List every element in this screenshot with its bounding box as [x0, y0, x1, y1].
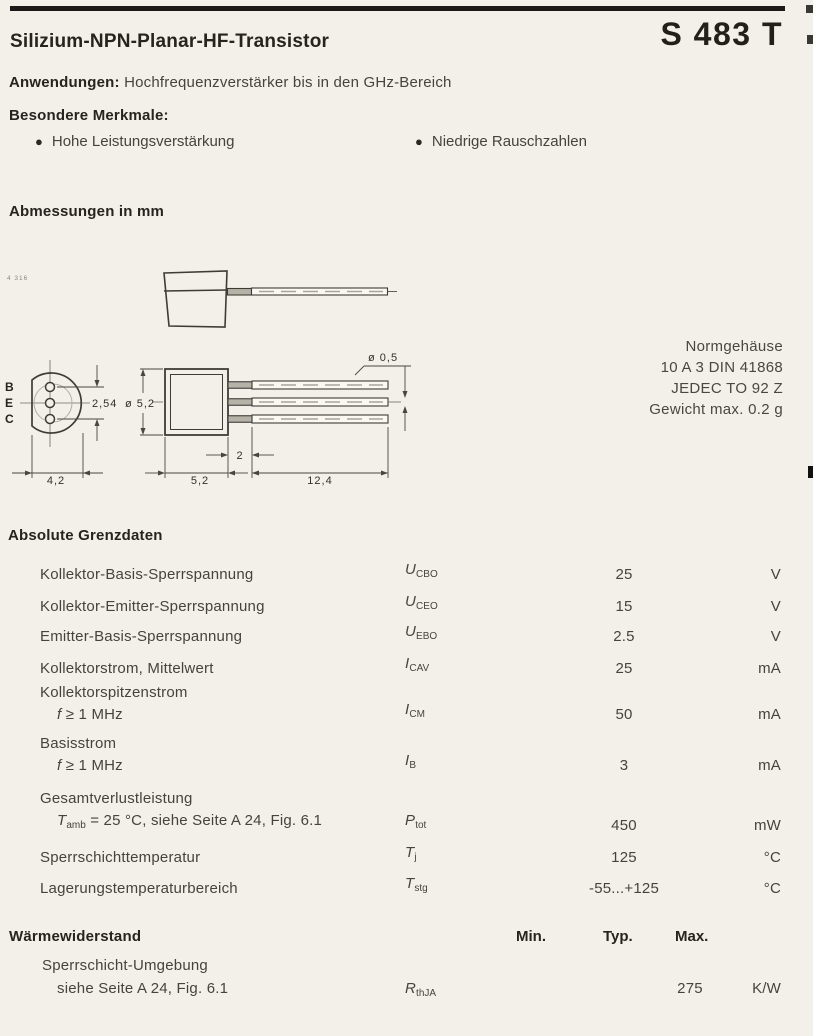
rating-unit: mA [758, 757, 781, 774]
pin-c [46, 415, 55, 424]
housing-info [560, 336, 783, 420]
leads [228, 381, 388, 423]
pin-b [46, 383, 55, 392]
front-view [152, 369, 401, 435]
rating-symbol: $I_B$ [405, 752, 417, 771]
rating-label: Emitter-Basis-Sperrspannung [40, 628, 243, 645]
col-max: Max. [675, 928, 709, 945]
corner-note: 4 316 [7, 275, 29, 282]
dim-body-width: 5,2 [190, 475, 210, 487]
rating-symbol: $T_j$ [405, 844, 417, 863]
thermal-label-2: siehe Seite A 24, Fig. 6.1 [57, 980, 229, 997]
dim-body-height: ø 5,2 [124, 398, 156, 410]
rating-value: 450 [611, 817, 637, 834]
thermal-label: Sperrschicht-Umgebung [42, 957, 208, 974]
ratings-row [0, 873, 813, 900]
scan-edge-tab [808, 466, 813, 478]
rating-value: 2.5 [613, 628, 635, 645]
feature-text: Niedrige Rauschzahlen [431, 133, 587, 150]
rating-label: Basisstrom f ≥ 1 MHz [40, 735, 123, 774]
package-drawing [0, 255, 440, 490]
thermal-unit: K/W [752, 980, 781, 997]
feature-item [35, 133, 234, 150]
rating-label: Lagerungstemperaturbereich [40, 880, 238, 897]
rating-symbol: $P_{tot}$ [405, 812, 427, 831]
thermal-max-value: 275 [677, 980, 703, 997]
bullet-icon: ● [415, 134, 423, 149]
thermal-symbol: $R_{thJA}$ [405, 980, 437, 999]
ratings-row [0, 842, 813, 869]
ratings-row [0, 788, 813, 837]
rating-unit: °C [763, 849, 781, 866]
ratings-row [0, 733, 813, 777]
side-view [7, 271, 397, 327]
rating-symbol: $T_{stg}$ [405, 875, 428, 894]
housing-line: Normgehäuse [685, 338, 783, 355]
rating-symbol: $U_{CBO}$ [405, 561, 438, 580]
rating-value: 25 [615, 566, 633, 583]
ratings-row [0, 559, 813, 586]
ratings-row [0, 653, 813, 680]
rating-unit: mA [758, 660, 781, 677]
applications-label: Anwendungen: [9, 74, 120, 91]
ratings-row [0, 621, 813, 648]
rating-symbol: $I_{CM}$ [405, 701, 425, 720]
rating-unit: mA [758, 706, 781, 723]
rating-value: 3 [619, 757, 629, 774]
pin-e [46, 399, 55, 408]
rating-symbol: $U_{EBO}$ [405, 623, 438, 642]
dim-stub-length: 2 [236, 450, 244, 462]
part-number: S 483 T [660, 16, 783, 52]
pin-label-c: C [5, 412, 14, 426]
rating-unit: mW [753, 817, 781, 834]
pin-label-b: B [5, 380, 14, 394]
col-min: Min. [516, 928, 546, 945]
rating-label: Kollektor-Emitter-Sperrspannung [40, 598, 265, 615]
feature-item [415, 133, 587, 150]
bullet-icon: ● [35, 134, 43, 149]
col-typ: Typ. [603, 928, 633, 945]
bottom-view [5, 360, 90, 447]
page-title: Silizium-NPN-Planar-HF-Transistor [10, 31, 330, 52]
dim-lead-diameter: ø 0,5 [368, 352, 399, 364]
rating-value: 50 [615, 706, 633, 723]
rating-label: Gesamtverlustleistung $T_{amb} = 25$ °C, siehe Seite A 24, Fig. 6.1 [40, 790, 323, 831]
dim-pin-spacing: 2,54 [92, 398, 118, 410]
rating-symbol: $I_{CAV}$ [405, 655, 430, 674]
rating-unit: °C [763, 880, 781, 897]
housing-line: 10 A 3 DIN 41868 [660, 359, 783, 376]
dimensions-heading: Abmessungen in mm [9, 203, 165, 220]
thermal-heading: Wärmewiderstand [9, 928, 142, 945]
rating-label: Kollektorspitzenstrom f ≥ 1 MHz [40, 684, 188, 723]
rating-value: -55...+125 [589, 880, 659, 897]
rating-value: 15 [615, 598, 633, 615]
dim-base-width: 4,2 [46, 475, 66, 487]
rating-unit: V [770, 566, 781, 583]
ratings-row [0, 591, 813, 618]
features-heading: Besondere Merkmale: [9, 107, 169, 124]
applications-line [9, 74, 452, 91]
rating-symbol: $U_{CEO}$ [405, 593, 438, 612]
rating-label: Sperrschichttemperatur [40, 849, 201, 866]
feature-text: Hohe Leistungsverstärkung [51, 133, 235, 150]
rating-value: 25 [615, 660, 633, 677]
top-rule [10, 6, 785, 11]
rating-unit: V [770, 628, 781, 645]
applications-text: Hochfrequenzverstärker bis in den GHz-Bereich [124, 74, 452, 91]
housing-line: Gewicht max. 0.2 g [649, 401, 783, 418]
scan-edge-mark [806, 5, 813, 13]
rating-unit: V [770, 598, 781, 615]
housing-line: JEDEC TO 92 Z [671, 380, 783, 397]
rating-value: 125 [611, 849, 637, 866]
pin-label-e: E [5, 396, 14, 410]
dim-lead-length: 12,4 [307, 475, 333, 487]
rating-label: Kollektorstrom, Mittelwert [40, 660, 214, 677]
ratings-heading: Absolute Grenzdaten [8, 527, 163, 544]
scan-edge-mark [807, 35, 813, 44]
ratings-row [0, 682, 813, 726]
rating-label: Kollektor-Basis-Sperrspannung [40, 566, 254, 583]
